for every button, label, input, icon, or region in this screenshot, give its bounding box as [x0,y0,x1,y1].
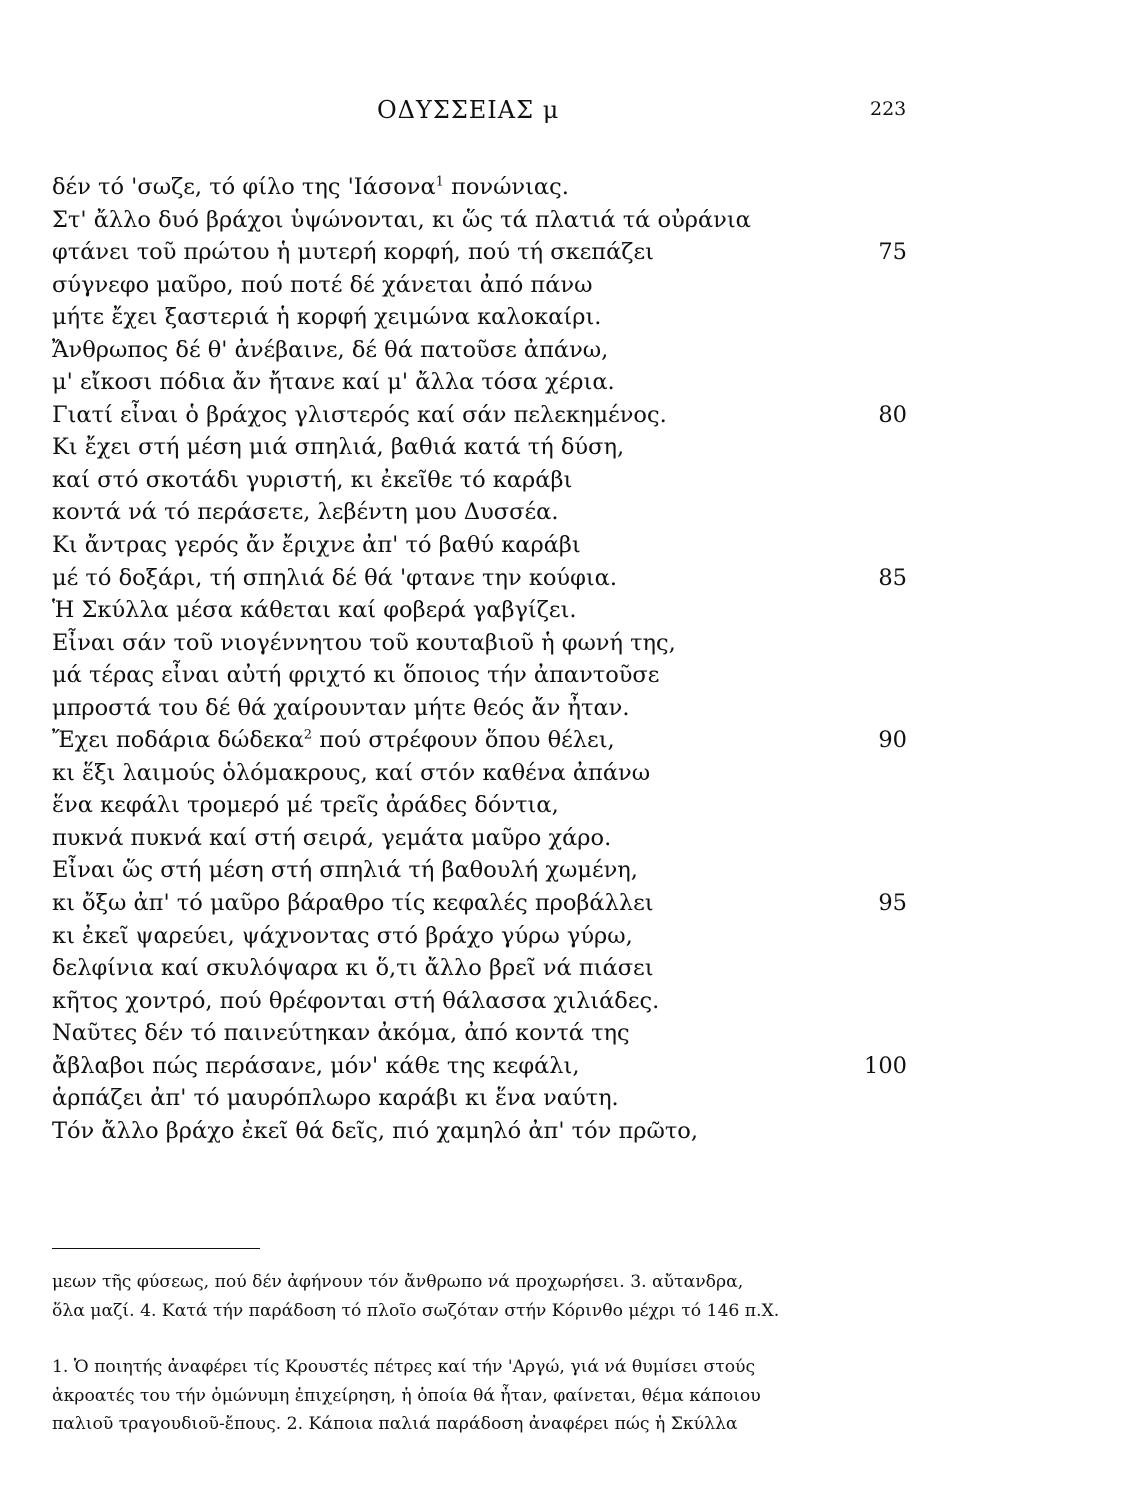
verse-text-segment: ἕνα κεφάλι τρομερό μέ τρεῖς ἀράδες δόντια, [52,792,559,819]
verse-text-segment: πονώνιας. [443,174,569,200]
verse-line-text [52,789,559,822]
line-number: 85 [878,564,907,591]
verse-text-segment: κοντά νά τό περάσετε, λεβέντη μου Δυσσέα. [52,499,559,526]
verse-line [52,1017,912,1050]
verse-line-text [52,496,559,529]
verse-line [52,822,912,855]
verse-line [52,399,912,432]
line-number: 95 [878,890,907,917]
verse-line-text [52,204,751,237]
verse-line [52,757,912,790]
verse-text-segment: Γιατί εἶναι ὁ βράχος γλιστερός καί σάν πελεκημένος. [52,401,667,428]
verse-line-text [52,920,633,953]
footnote-line: ὅλα μαζί. 4. Κατά τήν παράδοση τό πλοῖο σωζόταν στήν Κόρινθο μέχρι τό 146 π.Χ. [52,1300,780,1321]
verse-text-segment: πυκνά πυκνά καί στή σειρά, γεμάτα μαῦρο χάρο. [52,824,612,851]
verse-text-segment: Εἶναι ὥς στή μέση στή σπηλιά τή βαθουλή χωμένη, [52,857,638,884]
verse-line-text [52,1017,630,1050]
verse-text-segment: Ἡ Σκύλλα μέσα κάθεται καί φοβερά γαβγίζει. [52,597,577,624]
verse-text-segment: κι ἕξι λαιμούς ὁλόμακρους, καί στόν καθένα ἀπάνω [52,759,651,786]
verse-text-segment: μέ τό δοξάρι, τή σπηλιά δέ θά 'φτανε την κούφια. [52,564,618,591]
verse-line [52,496,912,529]
verse-text-segment: μ' εἴκοσι πόδια ἄν ἤτανε καί μ' ἄλλα τόσα χέρια. [52,369,615,396]
verse-line-text [52,854,638,887]
verse-line [52,854,912,887]
footnote-line: παλιοῦ τραγουδιοῦ-ἔπους. 2. Κάποια παλιά παράδοση ἀναφέρει πώς ἡ Σκύλλα [52,1414,738,1434]
verse-text-segment: μήτε ἔχει ξαστεριά ἡ κορφή χειμώνα καλοκαίρι. [52,304,602,331]
verse-text-segment: φτάνει τοῦ πρώτου ἡ μυτερή κορφή, πού τή σκεπάζει [52,239,654,266]
running-title: ΟΔΥΣΣΕΙΑΣ μ [377,96,560,124]
verse-text-segment: Τόν ἄλλο βράχο ἐκεῖ θά δεῖς, πιό χαμηλό ἀπ' τόν πρῶτο, [52,1117,698,1144]
verse-line [52,334,912,367]
verse-line [52,920,912,953]
verse-line-text [52,1115,698,1148]
verse-line-text [52,236,654,269]
verse-line-text [52,757,650,790]
verse-line-text [52,562,617,595]
verse-line [52,431,912,464]
verse-line [52,464,912,497]
verse-line-text [52,529,581,562]
verse-line-text [52,1082,619,1115]
verse-line [52,366,912,399]
page-number: 223 [870,98,907,120]
verse-line-text [52,822,611,855]
verse-line-text [52,724,615,757]
verse-text-segment: Κι ἄντρας γερός ἄν ἔριχνε ἀπ' τό βαθύ καράβι [52,532,581,559]
verse-text-segment: Ναῦτες δέν τό παινεύτηκαν ἀκόμα, ἀπό κοντά της [52,1020,630,1047]
footnote-marker: 1 [435,174,444,190]
verse-text-segment: κι ἐκεῖ ψαρεύει, ψάχνοντας στό βράχο γύρω γύρω, [52,922,633,949]
verse-text-segment: Εἶναι σάν τοῦ νιογέννητου τοῦ κουταβιοῦ ἡ φωνή της, [52,629,676,656]
verse-line [52,236,912,269]
line-number: 100 [864,1052,907,1079]
verse-line-text [52,692,630,725]
verse-text-segment: μπροστά του δέ θά χαίρουνταν μήτε θεός ἄν ἦταν. [52,694,630,721]
footnote-line: μεων τῆς φύσεως, πού δέν ἀφήνουν τόν ἄνθρωπο νά προχωρήσει. 3. αὔτανδρα, [52,1272,744,1292]
verse-text-segment: δέν τό 'σωζε, τό φίλο της 'Ιάσονα [52,174,436,200]
verse-line-text [52,952,654,985]
verse-line [52,692,912,725]
verse-text-segment: κῆτος χοντρό, πού θρέφονται στή θάλασσα χιλιάδες. [52,987,660,1014]
verse-line-text [52,464,572,497]
verse-line-text [52,887,654,920]
verse-line [52,1082,912,1115]
verse-line [52,789,912,822]
verse-line [52,594,912,627]
footnote-rule [52,1248,260,1249]
verse-line [52,301,912,334]
footnote-line: ἀκροατές του τήν ὁμώνυμη ἐπιχείρηση, ἡ ὁποία θά ἦταν, φαίνεται, θέμα κάποιου [52,1385,761,1406]
verse-line [52,1115,912,1148]
verse-line [52,171,912,204]
verse-line [52,529,912,562]
verse-line [52,562,912,595]
verse-text-segment: πού στρέφουν ὅπου θέλει, [312,727,615,754]
verse-line [52,1050,912,1083]
verse-line [52,627,912,660]
verse-line-text [52,171,569,204]
verse-line-text [52,334,608,367]
verse-line-text [52,366,615,399]
verse-line [52,952,912,985]
verse-line-text [52,985,659,1018]
verse-line [52,724,912,757]
verse-text-segment: καί στό σκοτάδι γυριστή, κι ἐκεῖθε τό καράβι [52,466,573,493]
line-number: 90 [878,727,907,754]
running-head [0,96,1129,130]
verse-text [52,171,912,1147]
verse-text-segment: κι ὄξω ἀπ' τό μαῦρο βάραθρο τίς κεφαλές προβάλλει [52,890,654,917]
verse-line [52,887,912,920]
line-number: 80 [878,401,907,428]
verse-line-text [52,269,592,302]
footnotes-continuation [52,1268,910,1325]
verse-line-text [52,659,659,692]
verse-line [52,269,912,302]
verse-text-segment: Κι ἔχει στή μέση μιά σπηλιά, βαθιά κατά τή δύση, [52,434,625,461]
verse-line-text [52,594,577,627]
footnotes [52,1353,910,1439]
verse-line [52,985,912,1018]
verse-line-text [52,1050,580,1083]
verse-text-segment: Στ' ἄλλο δυό βράχοι ὑψώνονται, κι ὥς τά πλατιά τά οὐράνια [52,206,751,233]
verse-text-segment: μά τέρας εἶναι αὐτή φριχτό κι ὅποιος τήν ἀπαντοῦσε [52,662,660,689]
verse-text-segment: Ἔχει ποδάρια δώδεκα [52,727,304,754]
verse-line [52,659,912,692]
footnote-marker: 2 [303,727,313,743]
verse-text-segment: ἄβλαβοι πώς περάσανε, μόν' κάθε της κεφάλι, [52,1052,580,1079]
line-number: 75 [878,239,907,266]
verse-line-text [52,627,676,660]
verse-line-text [52,301,601,334]
verse-text-segment: ἁρπάζει ἀπ' τό μαυρόπλωρο καράβι κι ἕνα ναύτη. [52,1085,619,1112]
verse-text-segment: δελφίνια καί σκυλόψαρα κι ὅ,τι ἄλλο βρεῖ νά πιάσει [52,955,654,982]
footnote-line: 1. Ὁ ποιητής ἀναφέρει τίς Κρουστές πέτρες καί τήν 'Αργώ, γιά νά θυμίσει στούς [52,1357,756,1377]
verse-line [52,204,912,237]
verse-line-text [52,399,667,432]
verse-line-text [52,431,624,464]
verse-text-segment: σύγνεφο μαῦρο, πού ποτέ δέ χάνεται ἀπό πάνω [52,271,593,298]
verse-text-segment: Ἄνθρωπος δέ θ' ἀνέβαινε, δέ θά πατοῦσε ἀπάνω, [52,336,609,363]
